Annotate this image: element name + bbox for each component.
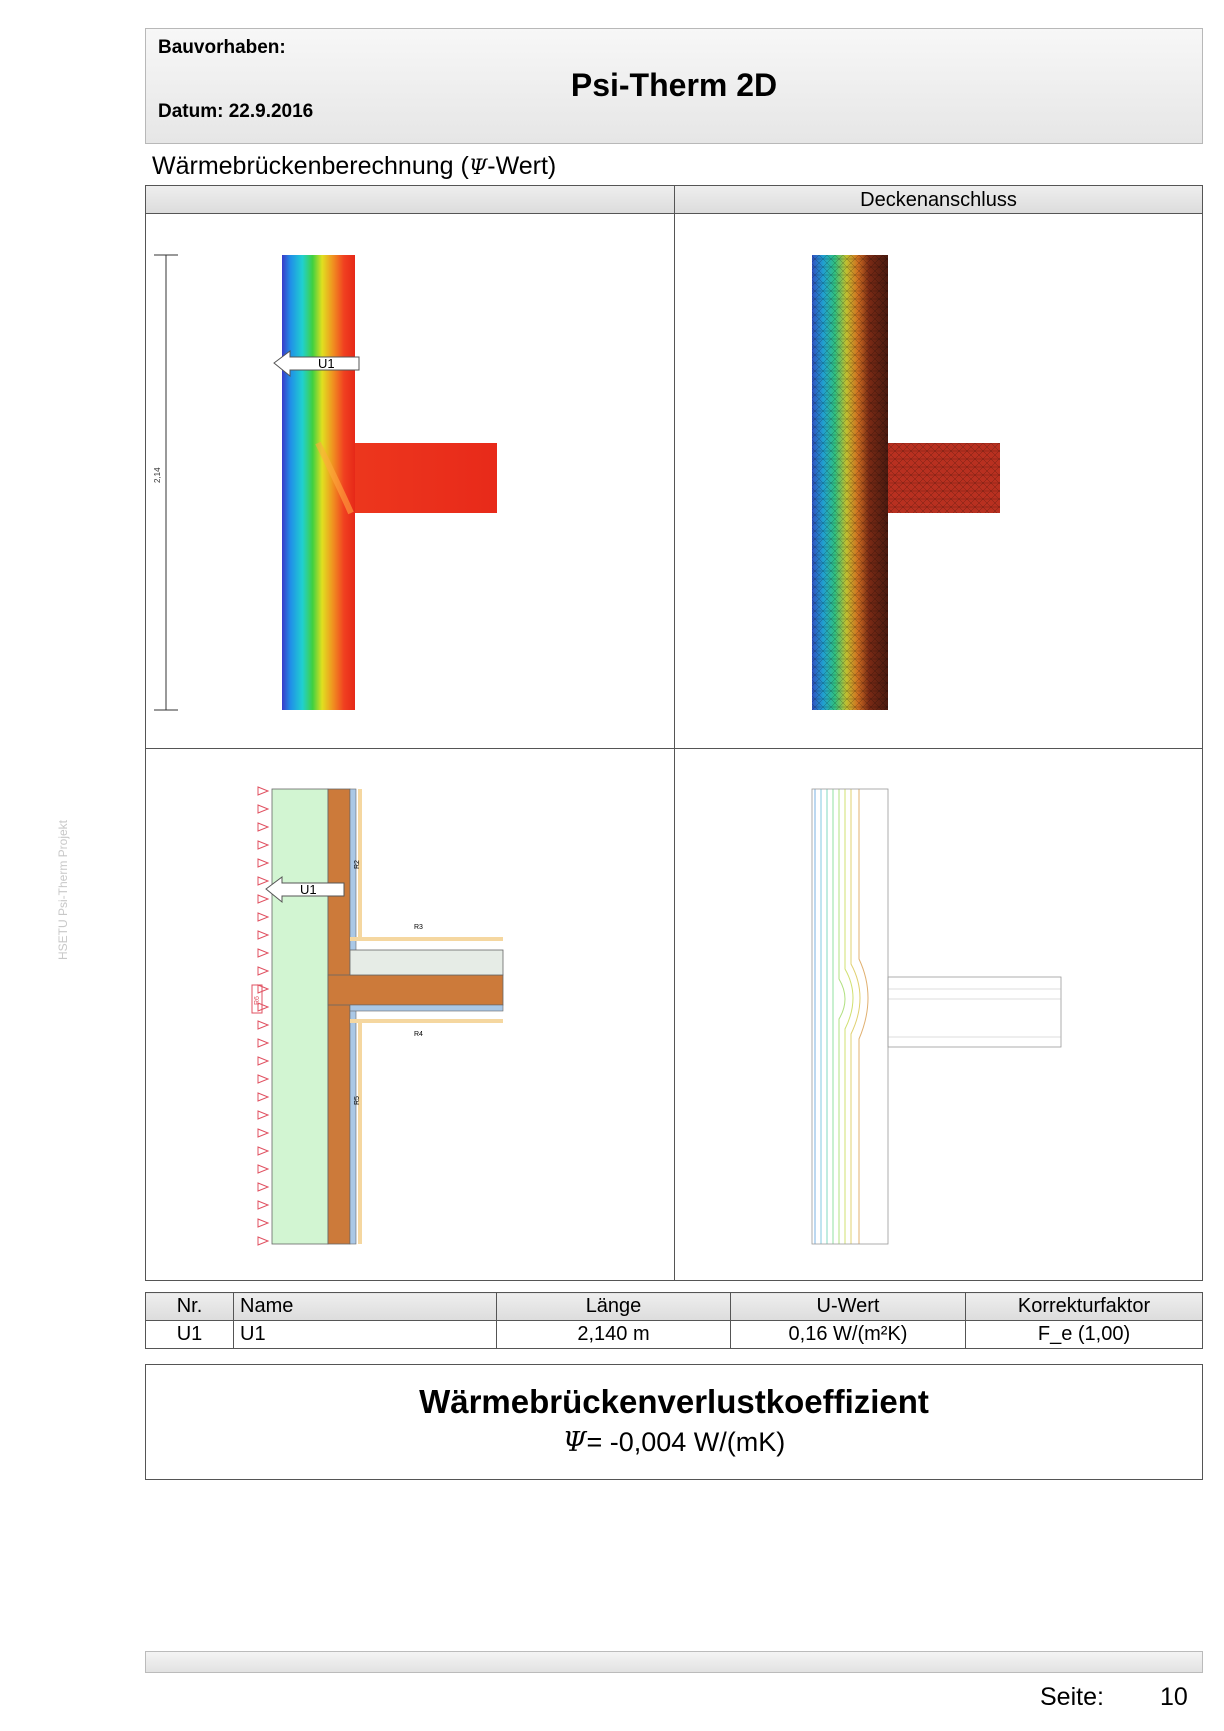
concrete-slab <box>328 975 503 1005</box>
grid-left-header <box>146 186 674 214</box>
grid-right-header: Deckenanschluss <box>675 186 1202 214</box>
wall-shape <box>282 255 355 710</box>
ceiling-plaster <box>350 1005 503 1011</box>
watermark: HSETU Psi-Therm Projekt <box>56 819 70 960</box>
temperature-field-diagram <box>146 215 674 747</box>
app-title: Psi-Therm 2D <box>570 67 778 103</box>
col-correction: Korrekturfaktor <box>966 1293 1203 1321</box>
slab-layer-lines <box>888 989 1061 1037</box>
section-title <box>152 152 556 181</box>
fe-mesh-diagram <box>675 215 1202 747</box>
construction-diagram <box>146 749 674 1281</box>
r6-label: R6 <box>254 996 261 1005</box>
psi-symbol: Ψ <box>468 155 488 179</box>
result-value-text: = -0,004 W/(mK) <box>586 1427 786 1457</box>
cell-name: U1 <box>234 1321 497 1349</box>
cell-nr: U1 <box>146 1321 234 1349</box>
concrete-wall <box>328 789 350 1244</box>
document-header <box>145 28 1203 144</box>
cell-length: 2,140 m <box>497 1321 731 1349</box>
section-title-prefix: Wärmebrückenberechnung ( <box>152 152 469 180</box>
dimension-label: 2,14 <box>153 467 162 483</box>
result-title: Wärmebrückenverlustkoeffizient <box>419 1383 929 1420</box>
r5-label: R5 <box>354 1096 361 1105</box>
isotherm-diagram <box>675 749 1202 1281</box>
footer-bar <box>145 1651 1203 1673</box>
col-name: Name <box>234 1293 497 1321</box>
interior-boundary-marks <box>350 789 503 1244</box>
table-row <box>146 1321 1203 1349</box>
cell-u-value: 0,16 W/(m²K) <box>731 1321 966 1349</box>
boundary-table <box>145 1292 1203 1349</box>
floor-build-up <box>350 950 503 975</box>
result-value <box>146 1427 1202 1458</box>
result-psi-symbol: Ψ <box>562 1427 587 1458</box>
section-title-suffix: -Wert) <box>487 152 557 180</box>
page-label: Seite: <box>1040 1683 1104 1711</box>
table-header-row <box>146 1293 1203 1321</box>
insulation-layer <box>272 789 328 1244</box>
page-number: 10 <box>1160 1683 1188 1711</box>
project-label: Bauvorhaben: <box>158 37 286 58</box>
boundary-triangles-exterior <box>258 787 268 1245</box>
boundary-u1-label: U1 <box>318 356 335 371</box>
isotherm-slab-outline <box>888 977 1061 1047</box>
cell-correction: F_e (1,00) <box>966 1321 1203 1349</box>
col-u-value: U-Wert <box>731 1293 966 1321</box>
image-grid <box>145 185 1203 1281</box>
result-box <box>145 1364 1203 1480</box>
plaster-layer <box>350 789 356 1244</box>
r4-label: R4 <box>414 1031 423 1038</box>
boundary-u1-label-2: U1 <box>300 882 317 897</box>
col-nr: Nr. <box>146 1293 234 1321</box>
mesh-wall-grid <box>812 255 888 710</box>
col-length: Länge <box>497 1293 731 1321</box>
isotherm-lines <box>815 789 868 1244</box>
date-label: Datum: 22.9.2016 <box>158 101 314 122</box>
r3-label: R3 <box>414 924 423 931</box>
r2-label: R2 <box>354 860 361 869</box>
